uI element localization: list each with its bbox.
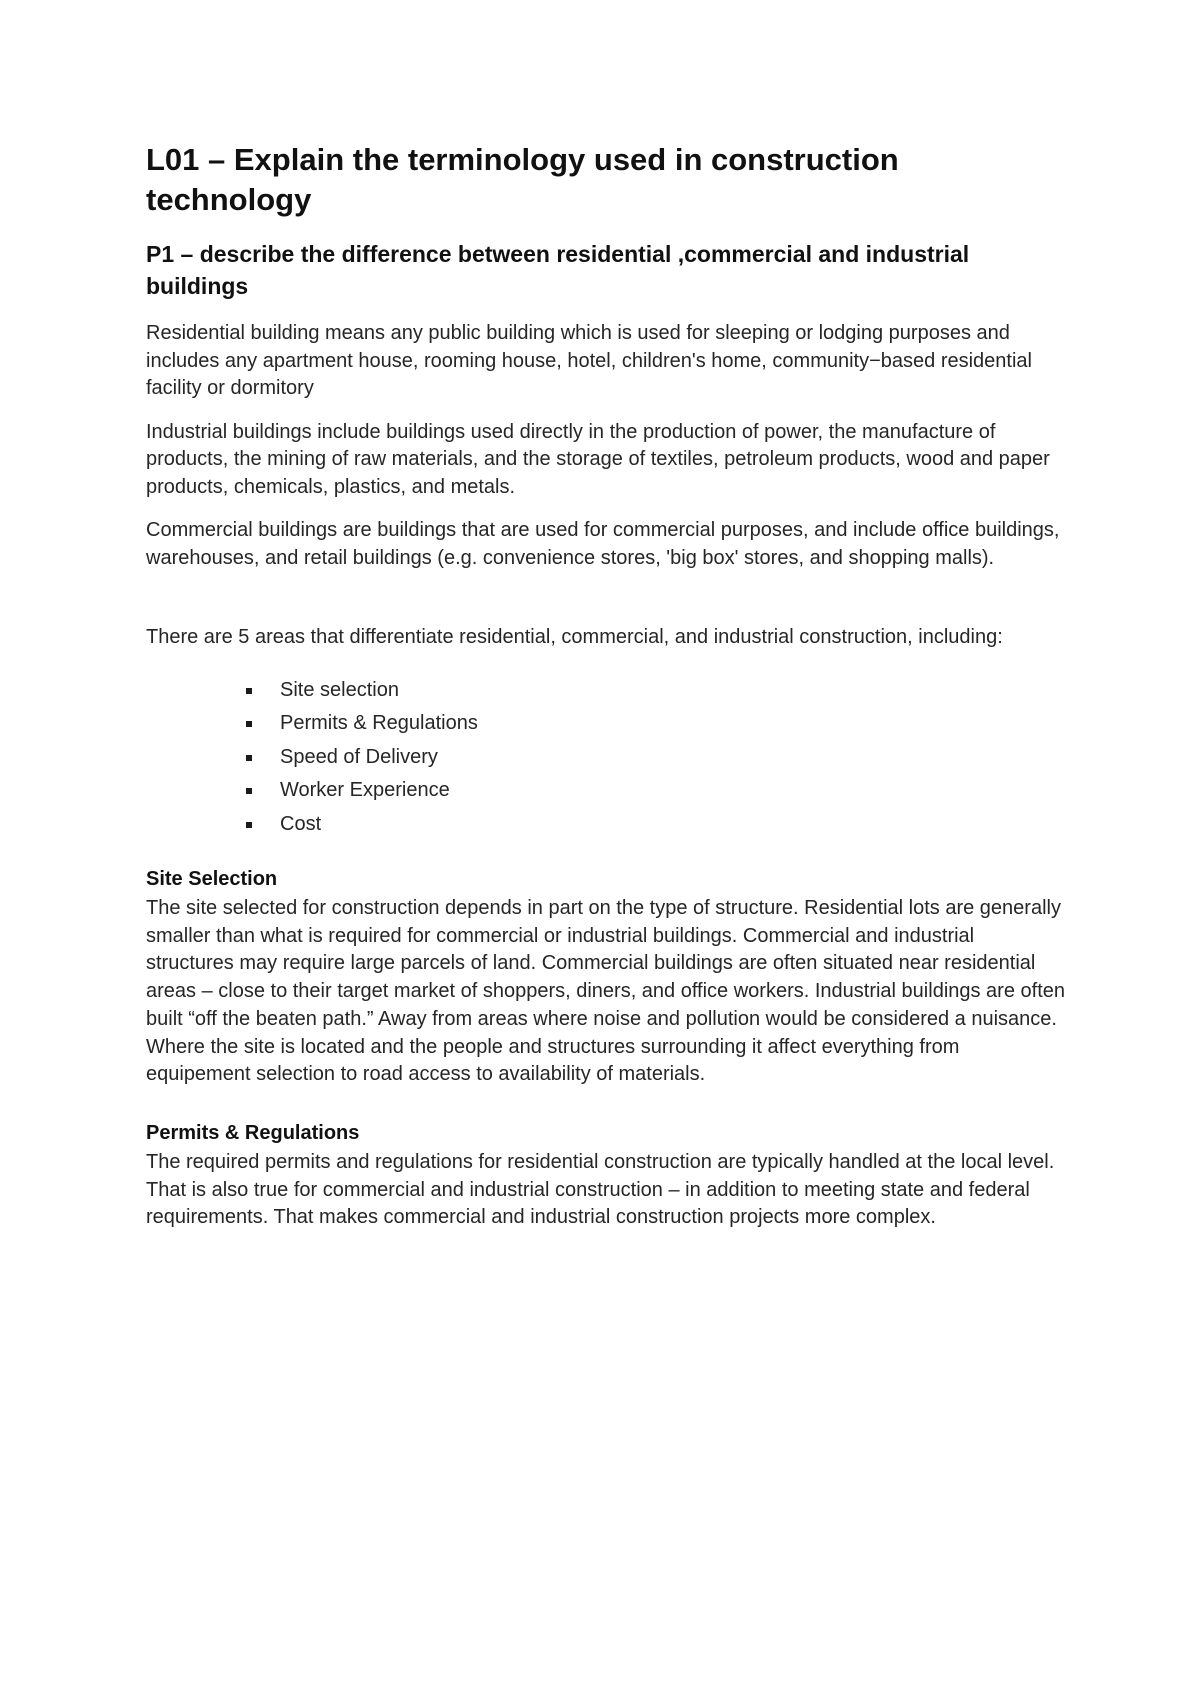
list-item	[246, 808, 1066, 842]
areas-list	[146, 674, 1066, 842]
paragraph-residential: Residential building means any public building which is used for sleeping or lodging purposes and includes any apartment house, rooming house, hotel, children's home, community−based residential facility or dormitory	[146, 322, 1032, 399]
paragraph-areas-intro: There are 5 areas that differentiate residential, commercial, and industrial construction, including:	[146, 626, 1003, 648]
list-item-label: Speed of Delivery	[280, 745, 438, 768]
list-item-label: Worker Experience	[280, 779, 450, 801]
list-item	[246, 674, 1066, 708]
section-title-site-selection: Site Selection	[146, 868, 278, 890]
list-item	[246, 707, 1066, 741]
list-item	[246, 774, 1066, 808]
square-bullet-icon	[246, 822, 252, 828]
section-body-site-selection: The site selected for construction depends in part on the type of structure. Residential lots are generally smaller than what is required for commercial or industrial buildings. Commercial and industrial structures may require large parcels of land. Commercial buildings are often situated near residential areas – close to their target market of shoppers, diners, and office workers. Industrial buildings are often built “off the beaten path.” Away from areas where noise and pollution would be considered a nuisance. Where the site is located and the people and structures surrounding it affect everything from equipement selection to road access to availability of materials.	[146, 897, 1066, 1086]
paragraph-industrial: Industrial buildings include buildings used directly in the production of power, the manufacture of products, the mining of raw materials, and the storage of textiles, petroleum products, wood and paper products, chemicals, plastics, and metals.	[146, 420, 1050, 498]
list-item	[246, 741, 1066, 775]
spacer	[146, 588, 1066, 624]
section-title-permits: Permits & Regulations	[146, 1121, 360, 1144]
square-bullet-icon	[246, 755, 252, 761]
list-item-label: Cost	[280, 812, 322, 835]
square-bullet-icon	[246, 721, 252, 727]
square-bullet-icon	[246, 788, 252, 794]
document-title: L01 – Explain the terminology used in construction technology	[146, 142, 899, 217]
document-page	[146, 140, 1066, 1262]
list-item-label: Permits & Regulations	[280, 712, 478, 734]
list-item-label: Site selection	[280, 678, 399, 701]
square-bullet-icon	[246, 688, 252, 694]
document-subtitle: P1 – describe the difference between residential ,commercial and industrial buildings	[146, 241, 970, 299]
section-body-permits: The required permits and regulations for residential construction are typically handled at the local level. That is also true for commercial and industrial construction – in addition to meeting state and federal requirements. That makes commercial and industrial construction projects more complex.	[146, 1150, 1055, 1229]
paragraph-commercial: Commercial buildings are buildings that are used for commercial purposes, and include office buildings, warehouses, and retail buildings (e.g. convenience stores, 'big box' stores, and shopping malls).	[146, 519, 1060, 569]
